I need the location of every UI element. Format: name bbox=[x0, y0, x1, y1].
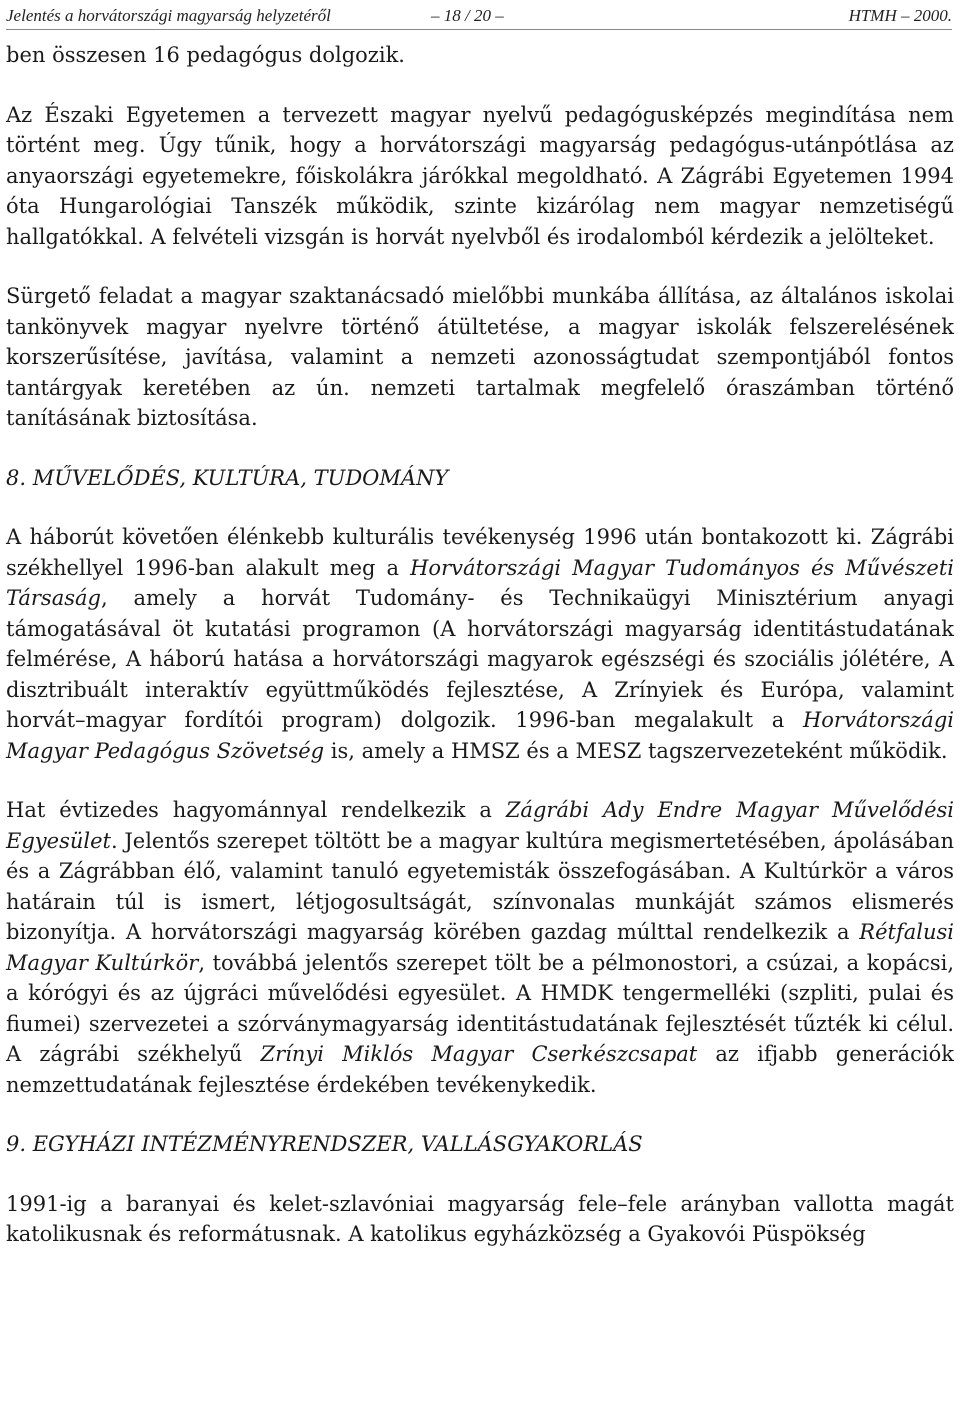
org-name-society: Horvátországi Magyar Tudományos és Művészeti Társaság bbox=[6, 555, 954, 610]
header-title: Jelentés a horvátországi magyarság helyzetéről bbox=[6, 6, 331, 25]
text-run: is, amely a HMSZ és a MESZ tagszervezeteként működik. bbox=[324, 738, 948, 763]
org-name-retfalu-club: Rétfalusi Magyar Kultúrkör bbox=[6, 920, 954, 975]
paragraph-urgent-tasks: Sürgető feladat a magyar szaktanácsadó mielőbbi munkába állítása, az általános iskolai tankönyvek magyar nyelvre történő átültetése, a magyar iskolák felszerelésének korszerűsítése, javítása, valamint a nemzeti azonosságtudat szempontjából fontos tantárgyak keretében az ún. nemzeti tartalmak megfelelő óraszámban történő tanításának biztosítása. bbox=[6, 284, 954, 430]
text-run: A háborút követően élénkebb kulturális tevékenység 1996 után bontakozott ki. Zágrábi székhellyel 1996-ban alakult meg a bbox=[6, 525, 954, 580]
paragraph-cultural-activity bbox=[6, 522, 954, 766]
header-rule bbox=[6, 29, 952, 30]
text-run: az ifjabb generációk nemzettudatának fejlesztése érdekében tevékenykedik. bbox=[6, 1042, 954, 1097]
paragraph-continuation: ben összesen 16 pedagógus dolgozik. bbox=[6, 43, 405, 67]
text-run: . Jelentős szerepet töltött be a magyar kultúra megismertetésében, ápolásában és a Zágrábban élő, valamint tanuló egyetemisták összefogásában. A Kultúrkör a város határain túl is ismert, létjogosultságát, színvonalas munkáját számos elismerés bizonyítja. A horvátországi magyarság körében gazdag múlttal rendelkezik a bbox=[6, 828, 954, 944]
org-name-teachers-association: Horvátországi Magyar Pedagógus Szövetség bbox=[6, 708, 954, 763]
header-publisher: HTMH – 2000. bbox=[848, 6, 952, 25]
paragraph-university: Az Északi Egyetemen a tervezett magyar nyelvű pedagógusképzés megindítása nem történt meg. Úgy tűnik, hogy a horvátországi magyarság pedagógus-utánpótlása az anyaországi egyetemekre, főiskolákra járókkal megoldható. A Zágrábi Egyetemen 1994 óta Hungarológiai Tanszék működik, szinte kizárólag nem magyar nemzetiségű hallgatókkal. A felvételi vizsgán is horvát nyelvből és irodalomból kérdezik a jelölteket. bbox=[6, 102, 954, 249]
paragraph-cultural-clubs bbox=[6, 795, 954, 1100]
page-number: – 18 / 20 – bbox=[431, 6, 504, 25]
page-header bbox=[6, 4, 952, 30]
section-heading-9: 9. EGYHÁZI INTÉZMÉNYRENDSZER, VALLÁSGYAKORLÁS bbox=[6, 1132, 643, 1156]
org-name-ady-society: Zágrábi Ady Endre Magyar Művelődési Egyesület bbox=[6, 798, 954, 853]
text-run: , továbbá jelentős szerepet tölt be a pélmonostori, a csúzai, a kopácsi, a kórógyi és az újgráci művelődési egyesület. A HMDK tengermelléki (szpliti, pulai és fiumei) szervezetei a szórványmagyarság identitástudatának fejlesztését tűzték ki célul. A zágrábi székhelyű bbox=[6, 950, 954, 1066]
text-run: , amely a horvát Tudomány- és Technikaügyi Minisztérium anyagi támogatásával öt kutatási programon (A horvátországi magyarság identitástudatának felmérése, A háború hatása a horvátországi magyarok egészségi és szociális jólétére, A disztribuált interaktív együttműködés fejlesztése, A Zrínyiek és Európa, valamint horvát–magyar fordítói program) dolgozik. 1996-ban megalakult a bbox=[6, 586, 954, 732]
section-heading-8: 8. MŰVELŐDÉS, KULTÚRA, TUDOMÁNY bbox=[6, 465, 449, 490]
paragraph-religion: 1991-ig a baranyai és kelet-szlavóniai magyarság fele–fele arányban vallotta magát katolikusnak és reformátusnak. A katolikus egyházközség a Gyakovói Püspökség bbox=[6, 1191, 954, 1246]
text-run: Hat évtizedes hagyománnyal rendelkezik a bbox=[6, 798, 506, 822]
page-body bbox=[6, 40, 954, 1250]
org-name-scouts: Zrínyi Miklós Magyar Cserkészcsapat bbox=[260, 1042, 698, 1066]
